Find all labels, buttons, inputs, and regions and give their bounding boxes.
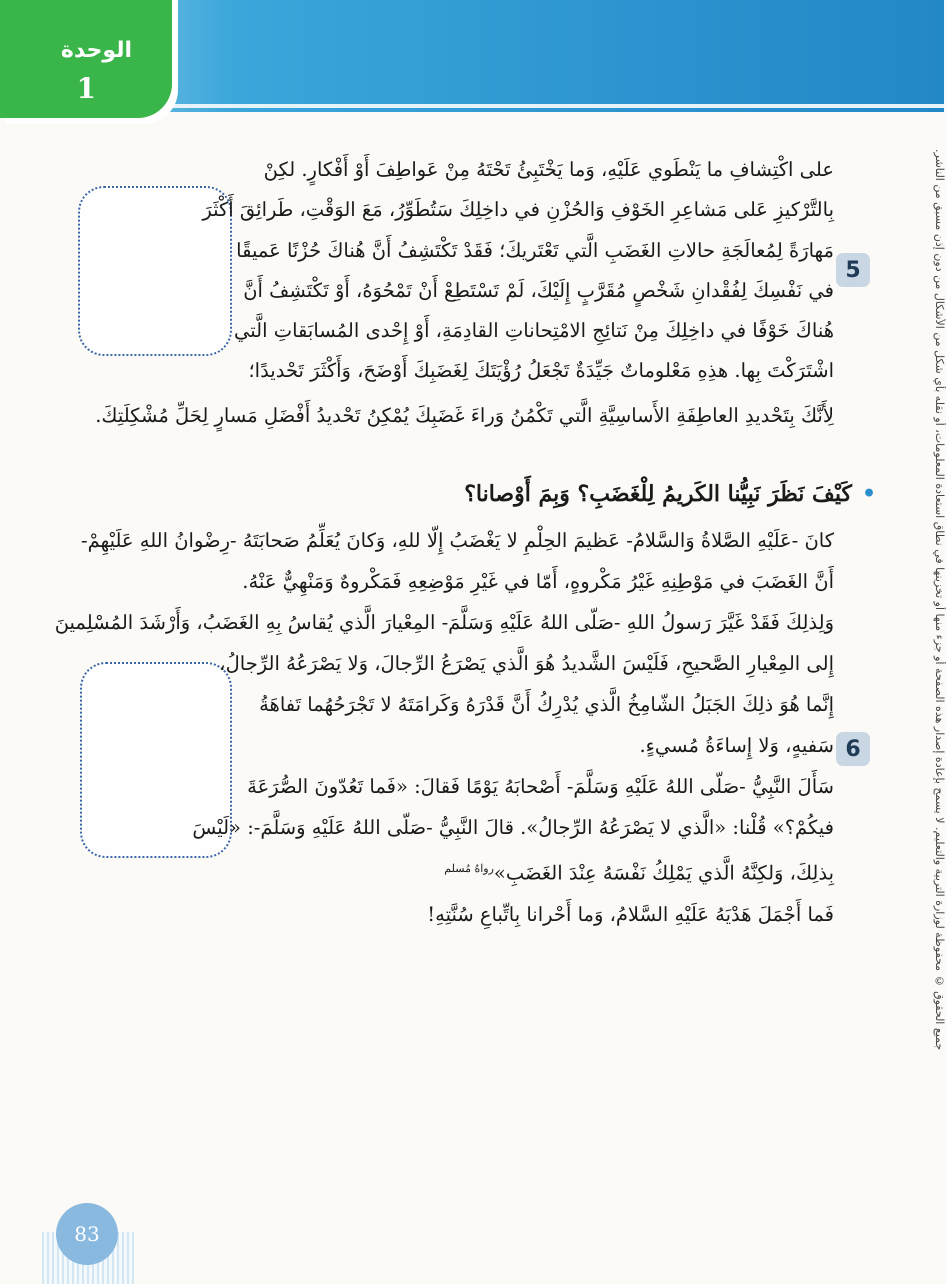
text-line: إِنَّما هُوَ ذلِكَ الجَبَلُ الشّامِخُ الَّذي يُدْرِكُ أَنَّ قَدْرَهُ وَكَرامَتَهُ لا تَجْرَحُهُما تَفاهَةُ: [259, 693, 834, 716]
copyright-sidebar: جميع الحقوق © محفوظة لوزارة التربية والتعليم. لا يسمح بإعادة إصدار هذه الصفحة أو جزء منها أو تخزينها في نطاق استعادة المعلومات، أو نقله بأي شكل من الأشكال من دون إذن مسبق من الناشر.: [933, 148, 946, 1050]
section-6-paragraph: [192, 643, 834, 935]
text-line: بِالتَّرْكيزِ عَلى مَشاعِرِ الخَوْفِ وَالحُزْنِ في داخِلِكَ سَتُطَوِّرُ، مَعَ الوَقْتِ، طَرائِقَ أَكْثَرَ: [202, 198, 834, 222]
page-number: 83: [56, 1203, 118, 1265]
unit-number: 1: [76, 72, 96, 105]
section-5-paragraph: [202, 150, 834, 392]
text-line: على اكْتِشافِ ما يَنْطَوي عَلَيْهِ، وَما يَخْتَبِئُ تَحْتَهُ مِنْ عَواطِفَ أَوْ أَفْكارٍ. لكِنْ: [263, 158, 834, 181]
text-line: كانَ -عَلَيْهِ الصَّلاةُ وَالسَّلامُ- عَظيمَ الحِلْمِ لا يَغْضَبُ إِلّا للهِ، وَكانَ يُعَلِّمُ صَحابَتَهُ -رِضْوانُ اللهِ عَلَيْهِمْ-: [81, 529, 834, 552]
text-line: أَنَّ الغَضَبَ في مَوْطِنِهِ غَيْرُ مَكْروهٍ، أَمّا في غَيْرِ مَوْضِعِهِ فَمَكْروهٌ وَمَنْهِيٌّ عَنْهُ.: [242, 570, 834, 593]
text-line: مَهارَةً لِمُعالَجَةِ حالاتِ الغَضَبِ الَّتي تَعْتَريكَ؛ فَقَدْ تَكْتَشِفُ أَنَّ هُناكَ حُزْنًا عَميقًا: [236, 238, 834, 262]
text-line: اشْتَرَكْتَ بِها. هذِهِ مَعْلوماتٌ جَيِّدَةٌ تَجْعَلُ رُؤْيَتَكَ لِغَضَبِكَ أَوْضَحَ، وَأَكْثَرَ تَحْديدًا؛: [248, 359, 834, 383]
text-line: وَلِذلِكَ فَقَدْ غَيَّرَ رَسولُ اللهِ -صَلّى اللهُ عَلَيْهِ وَسَلَّمَ- المِعْيارَ الَّذي يُقاسُ بِهِ الغَضَبُ، وَأَرْشَدَ المُسْلِمينَ: [54, 611, 834, 634]
unit-tab: [0, 0, 172, 118]
text-line: إِلى المِعْيارِ الصَّحيحِ، فَلَيْسَ الشَّديدُ هُوَ الَّذي يَصْرَعُ الرِّجالَ، وَلا يَصْرَعُهُ الرِّجالُ،: [219, 652, 834, 675]
section-number-badge: 5: [836, 253, 870, 287]
unit-label: الوحدة: [60, 38, 132, 63]
text-line: هُناكَ خَوْفًا في داخِلِكَ مِنْ نَتائِجِ الامْتِحاناتِ القادِمَةِ، أَوْ إِحْدى المُسابَقاتِ الَّتي: [234, 319, 834, 343]
text-line: فَما أَجْمَلَ هَدْيَهُ عَلَيْهِ السَّلامُ، وَما أَحْرانا بِاتِّباعِ سُنَّتِهِ!: [427, 902, 834, 926]
hadith-text: بِذلِكَ، وَلكِنَّهُ الَّذي يَمْلِكُ نَفْسَهُ عِنْدَ الغَضَبِ»: [493, 861, 834, 885]
hadith-reference: رواهُ مُسلم: [444, 862, 494, 875]
bullet-icon: •: [861, 481, 876, 507]
section-5-last-line: [59, 396, 834, 436]
heading-text: كَيْفَ نَظَرَ نَبِيُّنا الكَريمُ لِلْغَضَبِ؟ وَبِمَ أَوْصانا؟: [464, 481, 852, 507]
text-line: سَأَلَ النَّبِيُّ -صَلّى اللهُ عَلَيْهِ وَسَلَّمَ- أَصْحابَهُ يَوْمًا فَقالَ: «فَما تَعُدّونَ الصُّرَعَةَ: [247, 775, 834, 798]
text-line: سَفيهٍ، وَلا إِساءَةُ مُسيءٍ.: [639, 734, 834, 757]
text-line: فيكُمْ؟» قُلْنا: «الَّذي لا يَصْرَعُهُ الرِّجالُ». قالَ النَّبِيُّ -صَلّى اللهُ عَلَيْهِ وَسَلَّمَ-: «لَيْسَ: [192, 816, 834, 839]
section-heading: [136, 481, 876, 507]
text-line: لِأَنَّكَ بِتَحْديدِ العاطِفَةِ الأَساسِيَّةِ الَّتي تَكْمُنُ وَراءَ غَضَبِكَ يُمْكِنُ تَحْديدُ أَفْضَلِ مَسارٍ لِحَلِّ مُشْكِلَتِكَ.: [95, 404, 834, 427]
text-line: في نَفْسِكَ لِفُقْدانِ شَخْصٍ مُقَرَّبٍ إِلَيْكَ، لَمْ تَسْتَطِعْ أَنْ تَمْحُوَهُ، أَوْ تَكْتَشِفُ أَنَّ: [243, 278, 834, 302]
text-line: [234, 848, 834, 894]
section-number-badge: 6: [836, 732, 870, 766]
intro-paragraph: [54, 520, 834, 643]
